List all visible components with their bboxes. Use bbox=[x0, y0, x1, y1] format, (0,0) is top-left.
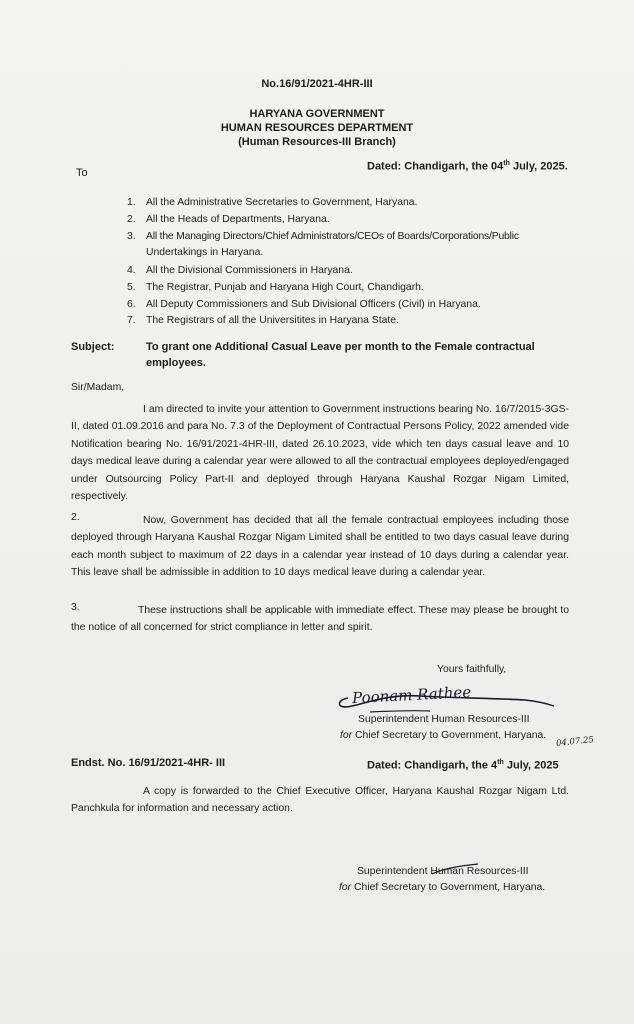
salutation: Sir/Madam, bbox=[71, 382, 125, 393]
signatory-title: Superintendent Human Resources-III bbox=[358, 714, 530, 725]
list-item: The Registrar, Punjab and Haryana High Court, Chandigarh. bbox=[146, 282, 424, 293]
list-number: 5. bbox=[127, 282, 136, 293]
endorsement-number: Endst. No. 16/91/2021-4HR- III bbox=[71, 757, 226, 769]
paragraph-2-number: 2. bbox=[71, 512, 80, 523]
list-item: All the Heads of Departments, Haryana. bbox=[146, 214, 330, 225]
signatory-authority: Chief Secretary to Government, Haryana. bbox=[355, 730, 547, 741]
list-item-continued: Undertakings in Haryana. bbox=[146, 247, 264, 258]
list-number: 1. bbox=[127, 197, 136, 208]
dated-line: Dated: Chandigarh, the 04th July, 2025. bbox=[367, 160, 568, 173]
paragraph-3-number: 3. bbox=[71, 602, 80, 613]
paragraph-3: These instructions shall be applicable with immediate effect. These may please be brought to the notice of all concerned for strict compliance in letter and spirit. bbox=[71, 605, 569, 634]
paragraph-2: Now, Government has decided that all the female contractual employees including those deployed through Haryana Kaushal Rozgar Nigam Limited shall be entitled to two days casual leave during each month subject to maximum of 22 days in a calendar year instead of 10 days during a calendar year. This leave shall be admissible in addition to 10 days medical leave during a calendar year. bbox=[71, 515, 569, 579]
branch-name: (Human Resources-III Branch) bbox=[238, 136, 396, 148]
handwritten-date-initials: 04.07.25 bbox=[555, 735, 595, 749]
closing: Yours faithfully, bbox=[437, 664, 507, 675]
government-name: HARYANA GOVERNMENT bbox=[249, 108, 385, 120]
signature-name: Poonam Rathee bbox=[351, 682, 472, 708]
department-name: HUMAN RESOURCES DEPARTMENT bbox=[220, 122, 414, 134]
subject-line: To grant one Additional Casual Leave per month to the Female contractual bbox=[146, 341, 535, 353]
signatory-for bbox=[340, 730, 546, 741]
subject-label: Subject: bbox=[71, 341, 115, 353]
list-number: 6. bbox=[127, 299, 136, 310]
copy-forwarding-text: A copy is forwarded to the Chief Executive Officer, Haryana Kaushal Rozgar Nigam Ltd. Panchkula for information and necessary action. bbox=[71, 786, 569, 815]
list-item: The Registrars of all the Universitites in Haryana State. bbox=[146, 315, 399, 326]
signatory-title-2: Superintendent Human Resources-III bbox=[357, 866, 529, 877]
subject-line-continued: employees. bbox=[146, 357, 206, 369]
for-label-2: for bbox=[339, 882, 352, 893]
for-label: for bbox=[340, 730, 353, 741]
list-number: 2. bbox=[127, 214, 136, 225]
reference-number: No.16/91/2021-4HR-III bbox=[261, 78, 373, 90]
endorsement-dated: Dated: Chandigarh, the 4th July, 2025 bbox=[367, 759, 559, 772]
list-number: 4. bbox=[127, 265, 136, 276]
signatory-authority-2: Chief Secretary to Government, Haryana. bbox=[354, 882, 546, 893]
list-item: All the Administrative Secretaries to Government, Haryana. bbox=[146, 197, 418, 208]
list-item: All the Divisional Commissioners in Haryana. bbox=[146, 265, 353, 276]
list-number: 7. bbox=[127, 315, 136, 326]
list-item: All the Managing Directors/Chief Administrators/CEOs of Boards/Corporations/Public bbox=[146, 231, 519, 242]
list-number: 3. bbox=[127, 231, 136, 242]
paragraph-1: I am directed to invite your attention to Government instructions bearing No. 16/7/2015-3GS-II, dated 01.09.2016 and para No. 7.3 of the Deployment of Contractual Persons Policy, 2022 amended vide Notification bearing No. 16/91/2021-4HR-III, dated 26.10.2023, vide which ten days casual leave and 10 days medical leave during a calendar year were allowed to all the contractual employees deployed/engaged under Outsourcing Policy Part-II and deployed through Haryana Kaushal Rozgar Nigam Limited, respectively. bbox=[71, 404, 569, 503]
list-item: All Deputy Commissioners and Sub Divisional Officers (Civil) in Haryana. bbox=[146, 299, 481, 310]
to-label: To bbox=[76, 167, 88, 179]
signatory-for-2 bbox=[339, 882, 545, 893]
